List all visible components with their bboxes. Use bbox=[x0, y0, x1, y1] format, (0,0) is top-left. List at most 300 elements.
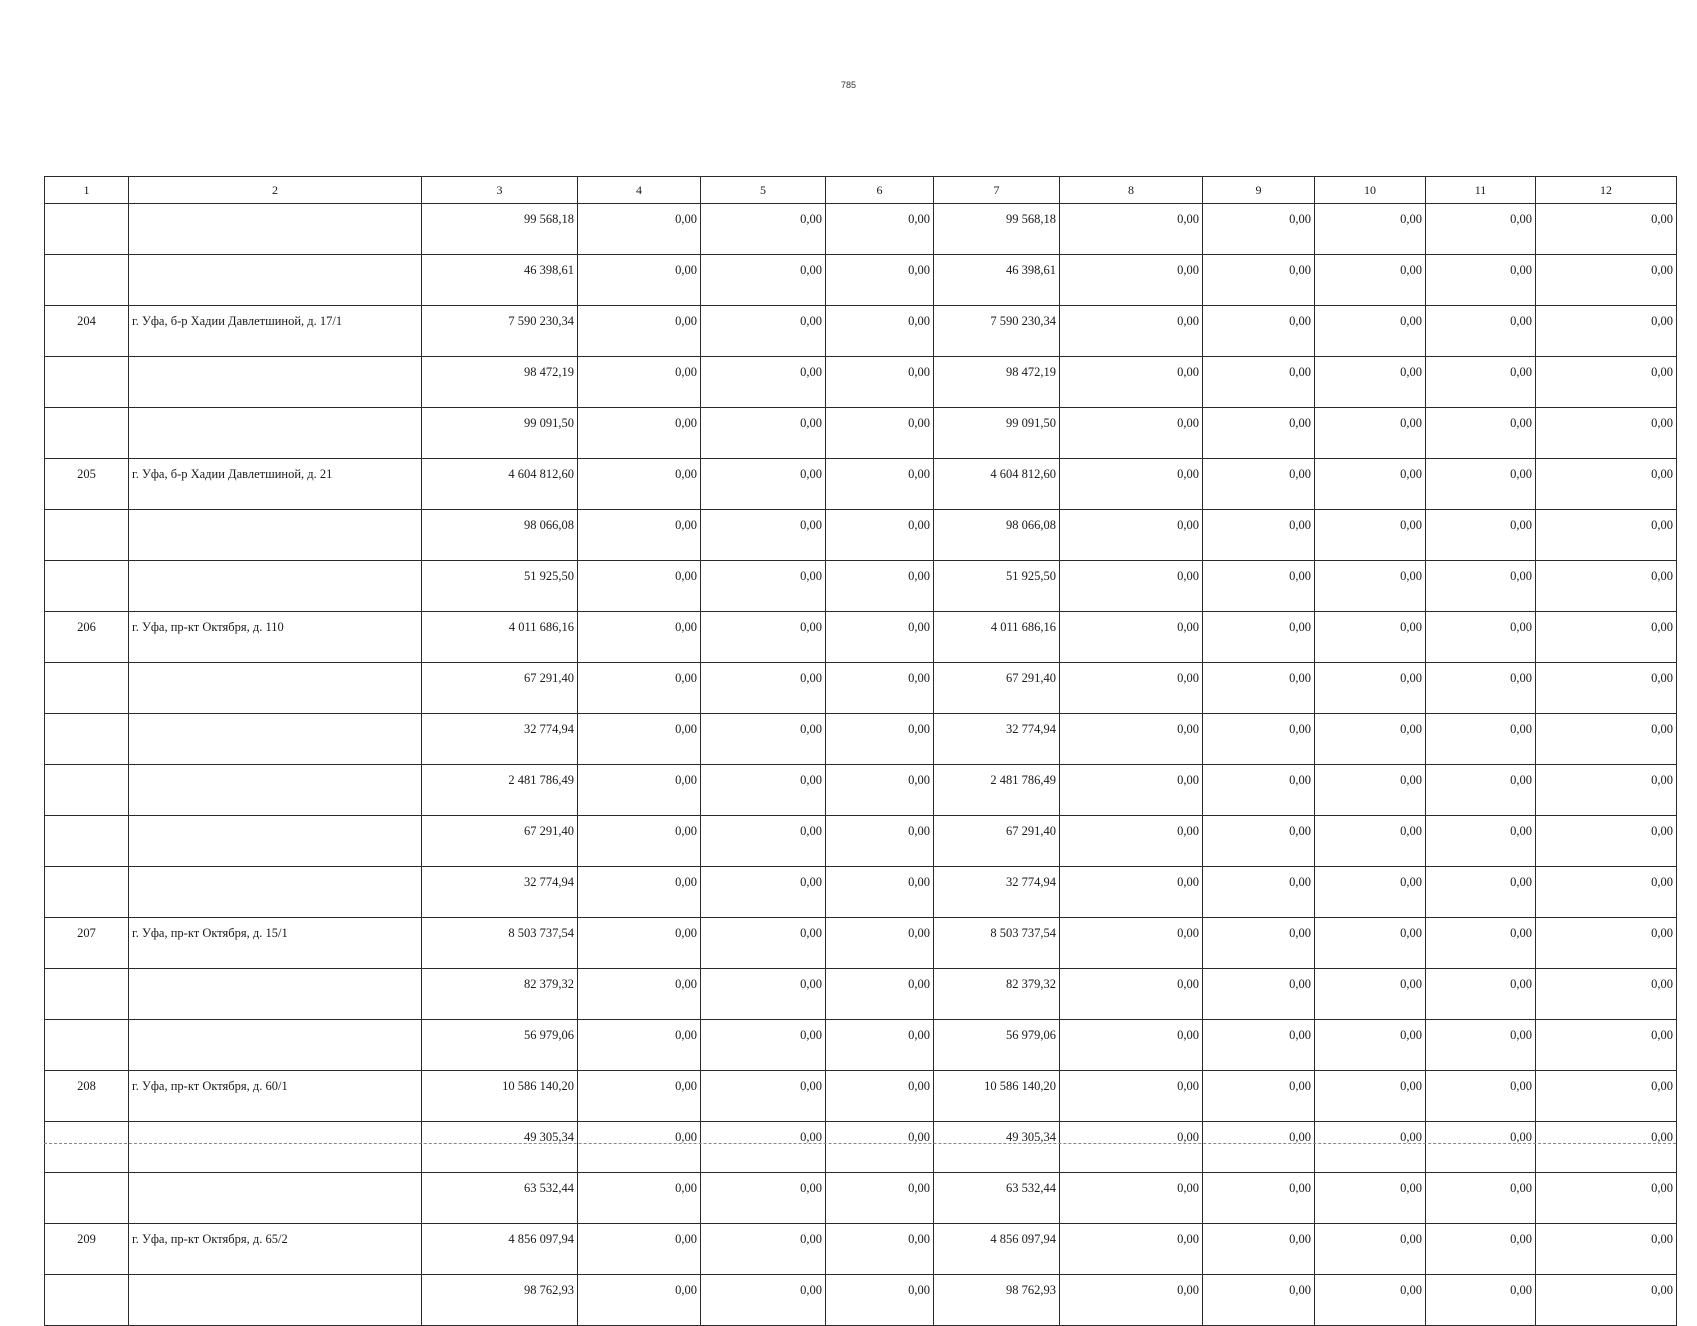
amount-cell: 0,00 bbox=[701, 969, 826, 1020]
address-cell bbox=[129, 510, 422, 561]
amount-cell: 0,00 bbox=[1315, 612, 1426, 663]
amount-cell: 0,00 bbox=[826, 1173, 934, 1224]
amount-cell: 0,00 bbox=[1060, 1020, 1203, 1071]
amount-cell: 0,00 bbox=[578, 867, 701, 918]
amount-cell: 0,00 bbox=[1315, 459, 1426, 510]
column-header: 11 bbox=[1426, 177, 1536, 204]
amount-cell: 0,00 bbox=[1203, 765, 1315, 816]
amount-cell: 0,00 bbox=[1060, 1173, 1203, 1224]
table-row bbox=[45, 459, 1677, 510]
amount-cell: 0,00 bbox=[1536, 561, 1677, 612]
row-number-cell: 209 bbox=[45, 1224, 129, 1275]
amount-cell: 0,00 bbox=[826, 1275, 934, 1326]
table-row bbox=[45, 561, 1677, 612]
amount-cell: 0,00 bbox=[701, 204, 826, 255]
amount-cell: 0,00 bbox=[1060, 969, 1203, 1020]
amount-cell: 0,00 bbox=[826, 663, 934, 714]
amount-cell: 4 856 097,94 bbox=[934, 1224, 1060, 1275]
amount-cell: 0,00 bbox=[578, 918, 701, 969]
table-row bbox=[45, 1224, 1677, 1275]
amount-cell: 0,00 bbox=[1536, 612, 1677, 663]
amount-cell: 0,00 bbox=[578, 714, 701, 765]
amount-cell: 0,00 bbox=[578, 663, 701, 714]
amount-cell: 0,00 bbox=[701, 408, 826, 459]
amount-cell: 0,00 bbox=[1536, 663, 1677, 714]
amount-cell: 0,00 bbox=[1426, 1173, 1536, 1224]
amount-cell: 0,00 bbox=[701, 663, 826, 714]
amount-cell: 67 291,40 bbox=[422, 663, 578, 714]
address-cell: г. Уфа, б-р Хадии Давлетшиной, д. 21 bbox=[129, 459, 422, 510]
amount-cell: 0,00 bbox=[1426, 663, 1536, 714]
address-cell bbox=[129, 714, 422, 765]
row-number-cell bbox=[45, 561, 129, 612]
amount-cell: 0,00 bbox=[1536, 765, 1677, 816]
column-header: 3 bbox=[422, 177, 578, 204]
amount-cell: 0,00 bbox=[1315, 357, 1426, 408]
address-cell: г. Уфа, пр-кт Октября, д. 110 bbox=[129, 612, 422, 663]
address-cell: г. Уфа, б-р Хадии Давлетшиной, д. 17/1 bbox=[129, 306, 422, 357]
amount-cell: 0,00 bbox=[1315, 510, 1426, 561]
amount-cell: 0,00 bbox=[1315, 408, 1426, 459]
amount-cell: 0,00 bbox=[1426, 816, 1536, 867]
table-row bbox=[45, 969, 1677, 1020]
amount-cell: 0,00 bbox=[1203, 1173, 1315, 1224]
amount-cell: 0,00 bbox=[1203, 1071, 1315, 1122]
table-row bbox=[45, 408, 1677, 459]
amount-cell: 0,00 bbox=[701, 561, 826, 612]
register-table bbox=[44, 176, 1677, 1326]
amount-cell: 7 590 230,34 bbox=[934, 306, 1060, 357]
amount-cell: 0,00 bbox=[1060, 561, 1203, 612]
amount-cell: 32 774,94 bbox=[422, 867, 578, 918]
address-cell bbox=[129, 561, 422, 612]
amount-cell: 0,00 bbox=[1536, 459, 1677, 510]
column-header: 1 bbox=[45, 177, 129, 204]
amount-cell: 0,00 bbox=[826, 306, 934, 357]
row-number-cell bbox=[45, 408, 129, 459]
amount-cell: 0,00 bbox=[1315, 561, 1426, 612]
amount-cell: 0,00 bbox=[578, 765, 701, 816]
amount-cell: 0,00 bbox=[578, 510, 701, 561]
amount-cell: 0,00 bbox=[701, 867, 826, 918]
row-number-cell: 207 bbox=[45, 918, 129, 969]
address-cell bbox=[129, 663, 422, 714]
table-row bbox=[45, 1173, 1677, 1224]
amount-cell: 0,00 bbox=[1315, 918, 1426, 969]
amount-cell: 0,00 bbox=[1536, 1071, 1677, 1122]
register-body bbox=[45, 204, 1677, 1326]
amount-cell: 49 305,34 bbox=[422, 1122, 578, 1173]
amount-cell: 0,00 bbox=[1203, 969, 1315, 1020]
amount-cell: 0,00 bbox=[1203, 408, 1315, 459]
amount-cell: 99 568,18 bbox=[934, 204, 1060, 255]
amount-cell: 98 066,08 bbox=[422, 510, 578, 561]
row-number-cell bbox=[45, 969, 129, 1020]
amount-cell: 0,00 bbox=[1426, 969, 1536, 1020]
amount-cell: 0,00 bbox=[578, 1122, 701, 1173]
amount-cell: 0,00 bbox=[826, 408, 934, 459]
amount-cell: 67 291,40 bbox=[934, 663, 1060, 714]
amount-cell: 4 011 686,16 bbox=[422, 612, 578, 663]
amount-cell: 0,00 bbox=[826, 1122, 934, 1173]
amount-cell: 56 979,06 bbox=[422, 1020, 578, 1071]
table-row bbox=[45, 1275, 1677, 1326]
row-number-cell bbox=[45, 510, 129, 561]
amount-cell: 0,00 bbox=[1536, 306, 1677, 357]
amount-cell: 0,00 bbox=[1536, 1122, 1677, 1173]
amount-cell: 8 503 737,54 bbox=[934, 918, 1060, 969]
amount-cell: 0,00 bbox=[1315, 306, 1426, 357]
amount-cell: 0,00 bbox=[1315, 816, 1426, 867]
amount-cell: 67 291,40 bbox=[422, 816, 578, 867]
amount-cell: 0,00 bbox=[826, 1071, 934, 1122]
column-header: 6 bbox=[826, 177, 934, 204]
row-number-cell bbox=[45, 1275, 129, 1326]
amount-cell: 0,00 bbox=[1060, 1275, 1203, 1326]
table-row bbox=[45, 1020, 1677, 1071]
amount-cell: 0,00 bbox=[1060, 663, 1203, 714]
address-cell: г. Уфа, пр-кт Октября, д. 65/2 bbox=[129, 1224, 422, 1275]
table-row bbox=[45, 357, 1677, 408]
amount-cell: 32 774,94 bbox=[934, 714, 1060, 765]
amount-cell: 0,00 bbox=[1060, 357, 1203, 408]
amount-cell: 0,00 bbox=[826, 561, 934, 612]
amount-cell: 0,00 bbox=[826, 510, 934, 561]
column-header: 8 bbox=[1060, 177, 1203, 204]
amount-cell: 98 762,93 bbox=[422, 1275, 578, 1326]
address-cell bbox=[129, 255, 422, 306]
amount-cell: 0,00 bbox=[578, 612, 701, 663]
amount-cell: 0,00 bbox=[1315, 1224, 1426, 1275]
page-scan-edge bbox=[44, 1143, 1676, 1144]
amount-cell: 0,00 bbox=[701, 714, 826, 765]
amount-cell: 0,00 bbox=[578, 561, 701, 612]
amount-cell: 0,00 bbox=[701, 765, 826, 816]
amount-cell: 0,00 bbox=[701, 1020, 826, 1071]
amount-cell: 0,00 bbox=[1060, 816, 1203, 867]
amount-cell: 0,00 bbox=[1060, 1122, 1203, 1173]
row-number-cell bbox=[45, 1020, 129, 1071]
page-number: 785 bbox=[840, 80, 857, 90]
amount-cell: 98 762,93 bbox=[934, 1275, 1060, 1326]
amount-cell: 0,00 bbox=[1536, 255, 1677, 306]
column-header: 12 bbox=[1536, 177, 1677, 204]
amount-cell: 0,00 bbox=[1426, 1122, 1536, 1173]
amount-cell: 0,00 bbox=[1060, 765, 1203, 816]
amount-cell: 0,00 bbox=[826, 1224, 934, 1275]
amount-cell: 0,00 bbox=[1536, 204, 1677, 255]
amount-cell: 0,00 bbox=[826, 867, 934, 918]
amount-cell: 0,00 bbox=[1315, 663, 1426, 714]
amount-cell: 0,00 bbox=[578, 1173, 701, 1224]
table-row bbox=[45, 714, 1677, 765]
amount-cell: 0,00 bbox=[1536, 1224, 1677, 1275]
amount-cell: 98 472,19 bbox=[934, 357, 1060, 408]
amount-cell: 0,00 bbox=[1315, 1275, 1426, 1326]
amount-cell: 0,00 bbox=[578, 306, 701, 357]
amount-cell: 0,00 bbox=[1203, 918, 1315, 969]
amount-cell: 0,00 bbox=[1426, 306, 1536, 357]
amount-cell: 0,00 bbox=[1315, 714, 1426, 765]
amount-cell: 67 291,40 bbox=[934, 816, 1060, 867]
address-cell bbox=[129, 765, 422, 816]
amount-cell: 4 604 812,60 bbox=[422, 459, 578, 510]
table-row bbox=[45, 1071, 1677, 1122]
address-cell bbox=[129, 357, 422, 408]
amount-cell: 0,00 bbox=[1315, 765, 1426, 816]
amount-cell: 0,00 bbox=[1060, 918, 1203, 969]
row-number-cell: 208 bbox=[45, 1071, 129, 1122]
amount-cell: 0,00 bbox=[826, 612, 934, 663]
amount-cell: 0,00 bbox=[1060, 1071, 1203, 1122]
table-row bbox=[45, 510, 1677, 561]
amount-cell: 0,00 bbox=[701, 1071, 826, 1122]
amount-cell: 32 774,94 bbox=[422, 714, 578, 765]
table-row bbox=[45, 306, 1677, 357]
address-cell bbox=[129, 1122, 422, 1173]
amount-cell: 0,00 bbox=[1426, 918, 1536, 969]
address-cell bbox=[129, 204, 422, 255]
amount-cell: 4 856 097,94 bbox=[422, 1224, 578, 1275]
amount-cell: 0,00 bbox=[1426, 510, 1536, 561]
table-row bbox=[45, 204, 1677, 255]
row-number-cell bbox=[45, 204, 129, 255]
row-number-cell: 205 bbox=[45, 459, 129, 510]
amount-cell: 82 379,32 bbox=[422, 969, 578, 1020]
amount-cell: 0,00 bbox=[1203, 204, 1315, 255]
amount-cell: 0,00 bbox=[1315, 255, 1426, 306]
amount-cell: 0,00 bbox=[1203, 1122, 1315, 1173]
amount-cell: 82 379,32 bbox=[934, 969, 1060, 1020]
amount-cell: 0,00 bbox=[1426, 867, 1536, 918]
amount-cell: 0,00 bbox=[701, 1224, 826, 1275]
amount-cell: 10 586 140,20 bbox=[934, 1071, 1060, 1122]
amount-cell: 0,00 bbox=[1203, 459, 1315, 510]
amount-cell: 0,00 bbox=[1315, 204, 1426, 255]
row-number-cell bbox=[45, 867, 129, 918]
column-header: 7 bbox=[934, 177, 1060, 204]
amount-cell: 0,00 bbox=[1203, 510, 1315, 561]
amount-cell: 0,00 bbox=[1426, 714, 1536, 765]
amount-cell: 0,00 bbox=[826, 969, 934, 1020]
amount-cell: 0,00 bbox=[701, 357, 826, 408]
amount-cell: 4 011 686,16 bbox=[934, 612, 1060, 663]
table-row bbox=[45, 918, 1677, 969]
amount-cell: 0,00 bbox=[1060, 408, 1203, 459]
amount-cell: 0,00 bbox=[1315, 867, 1426, 918]
row-number-cell bbox=[45, 255, 129, 306]
address-cell: г. Уфа, пр-кт Октября, д. 15/1 bbox=[129, 918, 422, 969]
amount-cell: 0,00 bbox=[578, 1071, 701, 1122]
amount-cell: 0,00 bbox=[826, 459, 934, 510]
amount-cell: 0,00 bbox=[1315, 1173, 1426, 1224]
table-row bbox=[45, 867, 1677, 918]
row-number-cell: 206 bbox=[45, 612, 129, 663]
table-row bbox=[45, 663, 1677, 714]
amount-cell: 99 568,18 bbox=[422, 204, 578, 255]
amount-cell: 0,00 bbox=[1060, 459, 1203, 510]
amount-cell: 0,00 bbox=[1203, 663, 1315, 714]
amount-cell: 0,00 bbox=[1536, 714, 1677, 765]
amount-cell: 0,00 bbox=[1315, 969, 1426, 1020]
amount-cell: 0,00 bbox=[701, 306, 826, 357]
address-cell bbox=[129, 1173, 422, 1224]
column-header: 9 bbox=[1203, 177, 1315, 204]
amount-cell: 0,00 bbox=[826, 204, 934, 255]
amount-cell: 0,00 bbox=[1060, 510, 1203, 561]
amount-cell: 0,00 bbox=[1203, 612, 1315, 663]
amount-cell: 0,00 bbox=[1315, 1071, 1426, 1122]
amount-cell: 46 398,61 bbox=[934, 255, 1060, 306]
amount-cell: 0,00 bbox=[578, 969, 701, 1020]
amount-cell: 0,00 bbox=[578, 1020, 701, 1071]
amount-cell: 0,00 bbox=[1536, 510, 1677, 561]
table-row bbox=[45, 816, 1677, 867]
amount-cell: 0,00 bbox=[1060, 204, 1203, 255]
column-header: 2 bbox=[129, 177, 422, 204]
amount-cell: 0,00 bbox=[701, 510, 826, 561]
amount-cell: 0,00 bbox=[826, 918, 934, 969]
amount-cell: 0,00 bbox=[578, 408, 701, 459]
amount-cell: 49 305,34 bbox=[934, 1122, 1060, 1173]
amount-cell: 0,00 bbox=[1426, 459, 1536, 510]
address-cell bbox=[129, 816, 422, 867]
address-cell bbox=[129, 408, 422, 459]
amount-cell: 0,00 bbox=[1536, 867, 1677, 918]
amount-cell: 0,00 bbox=[1203, 714, 1315, 765]
amount-cell: 0,00 bbox=[1426, 612, 1536, 663]
amount-cell: 0,00 bbox=[826, 816, 934, 867]
amount-cell: 0,00 bbox=[1426, 204, 1536, 255]
amount-cell: 0,00 bbox=[1315, 1020, 1426, 1071]
amount-cell: 51 925,50 bbox=[422, 561, 578, 612]
amount-cell: 0,00 bbox=[701, 459, 826, 510]
amount-cell: 0,00 bbox=[1426, 1275, 1536, 1326]
table-row bbox=[45, 1122, 1677, 1173]
amount-cell: 0,00 bbox=[1203, 357, 1315, 408]
amount-cell: 0,00 bbox=[1426, 561, 1536, 612]
amount-cell: 7 590 230,34 bbox=[422, 306, 578, 357]
amount-cell: 0,00 bbox=[701, 816, 826, 867]
amount-cell: 0,00 bbox=[1203, 1275, 1315, 1326]
column-number-row bbox=[45, 177, 1677, 204]
row-number-cell bbox=[45, 1173, 129, 1224]
amount-cell: 0,00 bbox=[1203, 1224, 1315, 1275]
amount-cell: 0,00 bbox=[1536, 816, 1677, 867]
row-number-cell bbox=[45, 663, 129, 714]
amount-cell: 8 503 737,54 bbox=[422, 918, 578, 969]
amount-cell: 0,00 bbox=[1203, 561, 1315, 612]
amount-cell: 0,00 bbox=[1060, 255, 1203, 306]
amount-cell: 98 472,19 bbox=[422, 357, 578, 408]
row-number-cell bbox=[45, 816, 129, 867]
table-row bbox=[45, 765, 1677, 816]
amount-cell: 0,00 bbox=[1426, 765, 1536, 816]
row-number-cell bbox=[45, 765, 129, 816]
amount-cell: 0,00 bbox=[578, 1275, 701, 1326]
amount-cell: 99 091,50 bbox=[422, 408, 578, 459]
address-cell bbox=[129, 1275, 422, 1326]
amount-cell: 0,00 bbox=[578, 255, 701, 306]
amount-cell: 0,00 bbox=[701, 612, 826, 663]
amount-cell: 0,00 bbox=[826, 357, 934, 408]
table-row bbox=[45, 612, 1677, 663]
amount-cell: 0,00 bbox=[1426, 255, 1536, 306]
column-header: 4 bbox=[578, 177, 701, 204]
amount-cell: 0,00 bbox=[1203, 306, 1315, 357]
amount-cell: 0,00 bbox=[578, 459, 701, 510]
amount-cell: 0,00 bbox=[1060, 1224, 1203, 1275]
amount-cell: 0,00 bbox=[1426, 1224, 1536, 1275]
amount-cell: 0,00 bbox=[1536, 408, 1677, 459]
row-number-cell bbox=[45, 357, 129, 408]
amount-cell: 0,00 bbox=[826, 255, 934, 306]
amount-cell: 46 398,61 bbox=[422, 255, 578, 306]
amount-cell: 0,00 bbox=[1426, 1020, 1536, 1071]
amount-cell: 98 066,08 bbox=[934, 510, 1060, 561]
amount-cell: 0,00 bbox=[1060, 867, 1203, 918]
amount-cell: 0,00 bbox=[826, 765, 934, 816]
amount-cell: 0,00 bbox=[701, 918, 826, 969]
row-number-cell bbox=[45, 714, 129, 765]
amount-cell: 0,00 bbox=[578, 816, 701, 867]
amount-cell: 0,00 bbox=[1536, 1173, 1677, 1224]
amount-cell: 32 774,94 bbox=[934, 867, 1060, 918]
row-number-cell: 204 bbox=[45, 306, 129, 357]
amount-cell: 0,00 bbox=[578, 1224, 701, 1275]
amount-cell: 0,00 bbox=[701, 255, 826, 306]
amount-cell: 0,00 bbox=[826, 714, 934, 765]
amount-cell: 0,00 bbox=[1203, 255, 1315, 306]
amount-cell: 0,00 bbox=[1315, 1122, 1426, 1173]
amount-cell: 4 604 812,60 bbox=[934, 459, 1060, 510]
amount-cell: 0,00 bbox=[1203, 816, 1315, 867]
amount-cell: 2 481 786,49 bbox=[934, 765, 1060, 816]
amount-cell: 0,00 bbox=[1426, 357, 1536, 408]
amount-cell: 0,00 bbox=[826, 1020, 934, 1071]
amount-cell: 63 532,44 bbox=[422, 1173, 578, 1224]
address-cell bbox=[129, 969, 422, 1020]
amount-cell: 99 091,50 bbox=[934, 408, 1060, 459]
amount-cell: 0,00 bbox=[1536, 1275, 1677, 1326]
address-cell: г. Уфа, пр-кт Октября, д. 60/1 bbox=[129, 1071, 422, 1122]
amount-cell: 63 532,44 bbox=[934, 1173, 1060, 1224]
amount-cell: 0,00 bbox=[1060, 612, 1203, 663]
amount-cell: 0,00 bbox=[1426, 408, 1536, 459]
amount-cell: 51 925,50 bbox=[934, 561, 1060, 612]
amount-cell: 0,00 bbox=[1060, 714, 1203, 765]
amount-cell: 0,00 bbox=[1536, 1020, 1677, 1071]
amount-cell: 0,00 bbox=[701, 1173, 826, 1224]
amount-cell: 0,00 bbox=[701, 1275, 826, 1326]
amount-cell: 0,00 bbox=[578, 204, 701, 255]
column-header: 5 bbox=[701, 177, 826, 204]
address-cell bbox=[129, 1020, 422, 1071]
amount-cell: 0,00 bbox=[1203, 1020, 1315, 1071]
amount-cell: 0,00 bbox=[1536, 357, 1677, 408]
amount-cell: 0,00 bbox=[1060, 306, 1203, 357]
table-row bbox=[45, 255, 1677, 306]
address-cell bbox=[129, 867, 422, 918]
amount-cell: 0,00 bbox=[1536, 918, 1677, 969]
amount-cell: 2 481 786,49 bbox=[422, 765, 578, 816]
amount-cell: 0,00 bbox=[1426, 1071, 1536, 1122]
amount-cell: 0,00 bbox=[701, 1122, 826, 1173]
amount-cell: 0,00 bbox=[1203, 867, 1315, 918]
amount-cell: 0,00 bbox=[578, 357, 701, 408]
column-header: 10 bbox=[1315, 177, 1426, 204]
amount-cell: 10 586 140,20 bbox=[422, 1071, 578, 1122]
